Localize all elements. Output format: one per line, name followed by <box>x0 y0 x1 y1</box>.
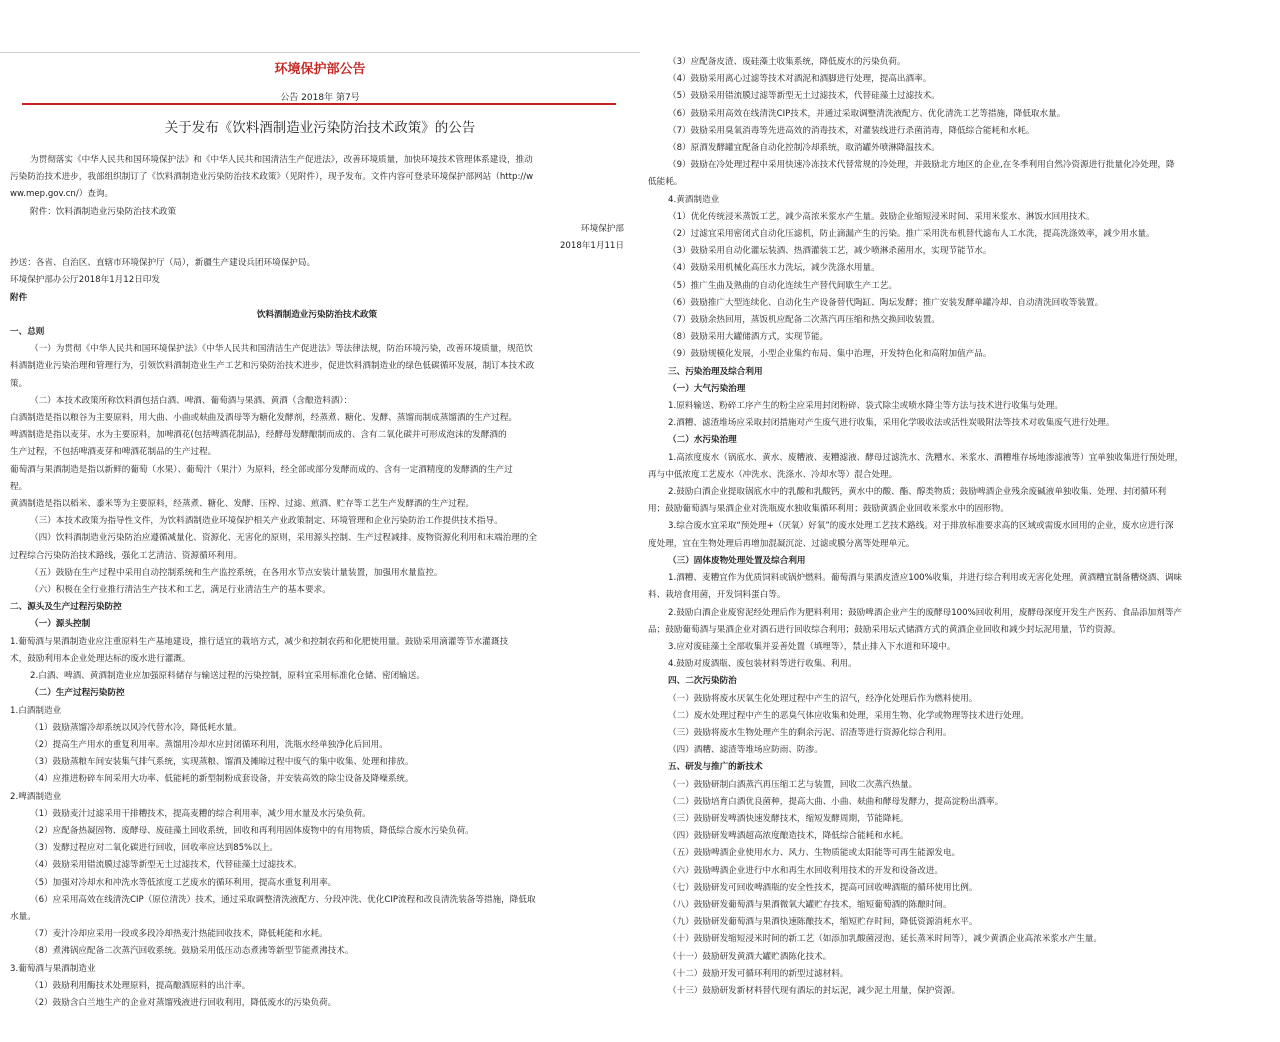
text-line: 程。 <box>10 481 28 492</box>
text-line: （一）鼓励研制白酒蒸汽再压缩工艺与装置，回收二次蒸汽热量。 <box>668 779 918 790</box>
text-line: 黄酒制造是指以稻米、黍米等为主要原料，经蒸煮、糖化、发酵、压榨、过滤、煎酒、贮存等工艺生产发酵酒的生产过程。 <box>10 499 475 510</box>
text-line: 2.鼓励白酒企业废窖泥经处理后作为肥料利用；鼓励啤酒企业产生的废酵母100%回收利用，废酵母深度开发生产医药、食品添加剂等产 <box>668 607 1183 618</box>
text-line: 附件：饮料酒制造业污染防治技术政策 <box>30 206 177 217</box>
text-line: （十一）鼓励研发黄酒大罐贮酒陈化技术。 <box>668 951 832 962</box>
right-column-body <box>648 54 1270 1000</box>
text-line: 再与中低浓度工艺废水（冲洗水、洗涤水、冷却水等）混合处理。 <box>648 469 898 480</box>
text-line: （4）应推进粉碎车间采用大功率、低能耗的新型制粉成套设备，并安装高效的除尘设备及降噪系统。 <box>30 774 414 785</box>
text-line: 一、总则 <box>10 327 45 338</box>
text-line: 策。 <box>10 378 28 389</box>
text-line: （十二）鼓励开发可循环利用的新型过滤材料。 <box>668 968 849 979</box>
text-line: 料酒制造业污染治理和管理行为，引领饮料酒制造业生产工艺和污染防治技术进步，促进饮料酒制造业的绿色低碳循环发展，制订本技术政 <box>10 361 535 372</box>
text-line: （二）鼓励培育白酒优良菌种，提高大曲、小曲、麸曲和酵母发酵力，提高淀粉出酒率。 <box>668 796 1004 807</box>
text-line: 品；鼓励葡萄酒与果酒企业对酒石进行回收综合利用；鼓励采用坛式储酒方式的黄酒企业回收和减少封坛泥用量，节约资源。 <box>648 624 1121 635</box>
text-line: （3）应配备皮渣、废硅藻土收集系统，降低废水的污染负荷。 <box>668 57 906 67</box>
agency-heading: 环境保护部公告 <box>274 62 366 77</box>
left-column <box>10 152 624 1012</box>
text-line: （三）鼓励将废水生物处理产生的剩余污泥、沼渣等进行资源化综合利用。 <box>668 727 952 738</box>
text-line: （五）鼓励啤酒企业使用水力、风力、生物质能或太阳能等可再生能源发电。 <box>668 848 961 859</box>
text-line: 二、源头及生产过程污染防控 <box>10 602 122 613</box>
text-line: （六）鼓励啤酒企业进行中水和再生水回收利用技术的开发和设备改进。 <box>668 865 944 876</box>
text-line: （十三）鼓励研发新材料替代现有酒坛的封坛泥，减少泥土用量，保护资源。 <box>668 985 961 996</box>
text-line: （4）鼓励采用离心过滤等技术对酒泥和酒脚进行处理，提高出酒率。 <box>668 74 932 85</box>
text-line: （2）鼓励含白兰地生产的企业对蒸馏残液进行回收利用，降低废水的污染负荷。 <box>30 997 337 1008</box>
text-line: 三、污染治理及综合利用 <box>668 366 763 377</box>
text-line: （6）鼓励采用高效在线清洗CIP技术，并通过采取调整清洗液配方、优化清洗工艺等措施，降低取水量。 <box>668 108 1066 119</box>
text-line: 2.啤酒制造业 <box>10 791 62 802</box>
text-line: 附件 <box>10 292 28 303</box>
text-line: 1.白酒制造业 <box>10 705 62 716</box>
text-line: （4）鼓励采用错流膜过滤等新型无土过滤技术，代替硅藻土过滤技术。 <box>30 860 302 871</box>
text-line: 啤酒制造是指以麦芽、水为主要原料，加啤酒花(包括啤酒花制品)，经酵母发酵酿制而成的、含有二氧化碳并可形成泡沫的发酵酒的 <box>10 430 507 441</box>
text-line: 4.黄酒制造业 <box>668 194 720 205</box>
text-line: 4.鼓励对废酒瓶、废包装材料等进行收集、利用。 <box>668 659 857 670</box>
text-line: 度处理，宜在生物处理后再增加混凝沉淀、过滤或膜分离等处理单元。 <box>648 538 915 549</box>
text-line: 2.酒糟、滤渣堆场应采取封闭措施对产生废气进行收集，采用化学吸收法或活性炭吸附法等技术对收集废气进行处理。 <box>668 418 1115 429</box>
text-line: （一）为贯彻《中华人民共和国环境保护法》《中华人民共和国清洁生产促进法》等法律法规，防治环境污染，改善环境质量，规范饮 <box>30 344 533 355</box>
text-line: （6）应采用高效在线清洗CIP（原位清洗）技术，通过采取调整清洗液配方、分段冲洗、优化CIP流程和改良清洗装备等措施，降低取 <box>30 894 536 905</box>
text-line: 1.高浓度废水（锅底水、黄水、废糟液、麦糟滤液、酵母过滤洗水、洗糟水、米浆水、酒糟堆存场地渗滤液等）宜单独收集进行预处理， <box>668 452 1184 463</box>
text-line: 环境保护部办公厅2018年1月12日印发 <box>10 275 160 286</box>
text-line: （8）煮沸锅应配备二次蒸汽回收系统。鼓励采用低压动态煮沸等新型节能煮沸技术。 <box>30 946 354 957</box>
text-line: （7）鼓励余热回用，蒸饭机应配备二次蒸汽再压缩和热交换回收装置。 <box>668 315 940 326</box>
text-line: （二）水污染治理 <box>668 435 737 446</box>
text-line: 四、二次污染防治 <box>668 676 737 687</box>
text-line: （三）鼓励研发啤酒快速发酵技术，缩短发酵周期，节能降耗。 <box>668 813 909 824</box>
text-line: （1）鼓励蒸馏冷却系统以风冷代替水冷，降低耗水量。 <box>30 722 242 733</box>
text-line: 3.葡萄酒与果酒制造业 <box>10 963 96 974</box>
text-line: （3）鼓励采用自动化灌坛装酒、热酒灌装工艺，减少喷淋杀菌用水，实现节能节水。 <box>668 246 992 257</box>
text-line: ww.mep.gov.cn/）查询。 <box>10 189 114 200</box>
text-line: 用；鼓励葡萄酒与果酒企业对洗瓶废水独收集循环利用；鼓励黄酒企业回收米浆水中的固形物。 <box>648 504 1009 515</box>
text-line: （五）鼓励在生产过程中采用自动控制系统和生产监控系统，在各用水节点安装计量装置，加强用水量监控。 <box>30 567 443 578</box>
text-line: （二）本技术政策所称饮料酒包括白酒、啤酒、葡萄酒与果酒、黄酒（含酿造料酒）： <box>30 395 353 406</box>
text-line: （一）源头控制 <box>30 619 91 630</box>
text-line: 生产过程，不包括啤酒麦芽和啤酒花制品的生产过程。 <box>10 447 217 458</box>
text-line: （8）原酒发酵罐宜配备自动化控制冷却系统，取消罐外喷淋降温技术。 <box>668 143 940 154</box>
text-line: （4）鼓励采用机械化高压水力洗坛，减少洗涤水用量。 <box>668 263 880 274</box>
text-line: （6）鼓励推广大型连续化、自动化生产设备替代陶缸、陶坛发酵；推广安装发酵单罐冷却、自动清洗回收等装置。 <box>668 297 1104 308</box>
text-line: （一）鼓励将废水厌氧生化处理过程中产生的沼气，经净化处理后作为燃料使用。 <box>668 693 978 704</box>
text-line: （九）鼓励研发葡萄酒与果酒快速陈酿技术，缩短贮存时间，降低资源消耗水平。 <box>668 917 978 928</box>
text-line: （二）废水处理过程中产生的恶臭气体应收集和处理，采用生物、化学或物理等技术进行处理。 <box>668 710 1029 721</box>
text-line: （9）鼓励规模化发展，小型企业集约布局、集中治理，开发特色化和高附加值产品。 <box>668 349 992 360</box>
text-line: （三）固体废物处理处置及综合利用 <box>668 555 806 566</box>
text-line: （二）生产过程污染防控 <box>30 688 125 699</box>
text-line: （5）加强对冷却水和冲洗水等低浓度工艺废水的循环利用，提高水重复利用率。 <box>30 877 337 888</box>
page-title: 关于发布《饮料酒制造业污染防治技术政策》的公告 <box>164 120 476 136</box>
text-line: 低能耗。 <box>648 177 683 188</box>
text-line: 1.葡萄酒与果酒制造业应注重原料生产基地建设，推行适宜的栽培方式，减少和控制农药和化肥使用量。鼓励采用滴灌等节水灌溉技 <box>10 636 509 647</box>
text-line: （1）鼓励利用酶技术处理原料，提高酿酒原料的出汁率。 <box>30 980 251 991</box>
text-line: 2018年1月11日 <box>559 241 624 252</box>
text-line: （六）积极在全行业推行清洁生产技术和工艺，满足行业清洁生产的基本要求。 <box>30 585 331 596</box>
text-line: （8）鼓励采用大罐储酒方式，实现节能。 <box>668 332 829 343</box>
text-line: 五、研发与推广的新技术 <box>668 762 763 773</box>
text-line: 料、栽培食用菌，开发饲料蛋白等。 <box>648 590 786 601</box>
text-line: （5）鼓励采用错流膜过滤等新型无土过滤技术，代替硅藻土过滤技术。 <box>668 91 940 102</box>
text-line: （一）大气污染治理 <box>668 383 746 394</box>
text-line: 污染防治技术进步，我部组织制订了《饮料酒制造业污染防治技术政策》（见附件），现予发布。文件内容可登录环境保护部网站（http://w <box>10 172 534 183</box>
text-line: 术，鼓励利用本企业处理达标的废水进行灌溉。 <box>10 653 191 664</box>
text-line: （七）鼓励研发可回收啤酒瓶的安全性技术，提高可回收啤酒瓶的循环使用比例。 <box>668 882 978 893</box>
text-line: 3.应对废硅藻土全部收集并妥善处置（填埋等），禁止排入下水道和环境中。 <box>668 641 956 652</box>
text-line: （9）鼓励在冷处理过程中采用快速冷冻技术代替常规的冷处理，并鼓励北方地区的企业,在冬季利用自然冷资源进行批量化冷处理，降 <box>668 160 1175 171</box>
text-line: （四）饮料酒制造业污染防治应遵循减量化、资源化、无害化的原则，采用源头控制、生产过程减排、废物资源化利用和末端治理的全 <box>30 533 538 544</box>
text-line: 葡萄酒与果酒制造是指以新鲜的葡萄（水果）、葡萄汁（果汁）为原料，经全部或部分发酵而成的、含有一定酒精度的发酵酒的生产过 <box>10 464 513 475</box>
text-line: 过程综合污染防治技术路线，强化工艺清洁、资源循环利用。 <box>10 550 243 561</box>
text-line: 3.综合废水宜采取“预处理+（厌氧）好氧”的废水处理工艺技术路线。对于排放标准要求高的区域或需废水回用的企业，废水应进行深 <box>668 521 1174 532</box>
text-line: 饮料酒制造业污染防治技术政策 <box>256 309 378 320</box>
page-top-divider <box>0 52 640 53</box>
text-line: （2）提高生产用水的重复利用率。蒸馏用冷却水应封闭循环利用，洗瓶水经单独净化后回用。 <box>30 739 388 750</box>
text-line: 环境保护部 <box>581 223 624 234</box>
text-line: 白酒制造是指以粮谷为主要原料，用大曲、小曲或麸曲及酒母等为糖化发酵剂，经蒸煮、糖化、发酵、蒸馏而制成蒸馏酒的生产过程。 <box>10 413 518 424</box>
text-line: （三）本技术政策为指导性文件，为饮料酒制造业环境保护相关产业政策制定、环境管理和企业污染防治工作提供技术指导。 <box>30 516 503 527</box>
notice-number: 公告 2018年 第7号 <box>280 93 360 103</box>
text-line: 1.原料输送、粉碎工序产生的粉尘应采用封闭粉碎、袋式除尘或喷水降尘等方法与技术进行收集与处理。 <box>668 401 1063 412</box>
text-line: （四）酒糟、滤渣等堆场应防雨、防渗。 <box>668 745 823 756</box>
text-line: （1）优化传统浸米蒸饭工艺，减少高浓米浆水产生量。鼓励企业缩短浸米时间、采用米浆水、淋饭水回用技术。 <box>668 211 1095 222</box>
text-line: （2）应配备热凝固物、废酵母、废硅藻土回收系统，回收和再利用固体废物中的有用物质，降低综合废水污染负荷。 <box>30 825 474 836</box>
text-line: 为贯彻落实《中华人民共和国环境保护法》和《中华人民共和国清洁生产促进法》，改善环境质量，加快环境技术管理体系建设，推动 <box>30 155 533 165</box>
text-line: （1）鼓励麦汁过滤采用干排糟技术，提高麦糟的综合利用率，减少用水量及水污染负荷。 <box>30 808 371 819</box>
text-line: 2.白酒、啤酒、黄酒制造业应加强原料储存与输送过程的污染控制，原料宜采用标准化仓储、密闭输送。 <box>30 671 425 682</box>
text-line: 水量。 <box>10 911 36 922</box>
text-line: （八）鼓励研发葡萄酒与果酒微氧大罐贮存技术，缩短葡萄酒的陈酿时间。 <box>668 899 952 910</box>
text-line: （2）过滤宜采用密闭式自动化压滤机，防止滴漏产生的污染。推广采用洗布机替代滤布人工水洗，提高洗涤效率，减少用水量。 <box>668 229 1155 240</box>
text-line: （四）鼓励研发啤酒超高浓度酿造技术，降低综合能耗和水耗。 <box>668 831 909 842</box>
text-line: 1.酒糟、麦糟宜作为优质饲料或锅炉燃料。葡萄酒与果酒皮渣应100%收集，并进行综合利用或无害化处理。黄酒糟宜制备糟烧酒、调味 <box>668 573 1183 584</box>
text-line: （3）发酵过程应对二氧化碳进行回收，回收率应达到85%以上。 <box>30 843 279 854</box>
red-divider <box>22 103 616 105</box>
text-line: （十）鼓励研发缩短浸米时间的新工艺（如添加乳酸菌浸泡、延长蒸米时间等），减少黄酒企业高浓米浆水产生量。 <box>668 934 1102 945</box>
text-line: （3）鼓励蒸粮车间安装集气排气系统，实现蒸粮、馏酒及摊晾过程中废气的集中收集、处理和排放。 <box>30 757 414 768</box>
text-line: （5）推广生曲及熟曲的自动化连续生产替代间歇生产工艺。 <box>668 280 897 291</box>
text-line: 2.鼓励白酒企业提取锅底水中的乳酸和乳酸钙，黄水中的酸、酯、醇类物质；鼓励啤酒企业残余废碱液单独收集、处理、封闭循环利 <box>668 487 1167 498</box>
text-line: 抄送：各省、自治区、直辖市环境保护厅（局），新疆生产建设兵团环境保护局。 <box>10 258 316 269</box>
text-line: （7）鼓励采用臭氧消毒等先进高效的消毒技术，对灌装线进行杀菌消毒，降低综合能耗和水耗。 <box>668 125 1035 136</box>
text-line: （7）麦汁冷却应采用一段或多段冷却热麦汁热能回收技术，降低耗能和水耗。 <box>30 929 328 940</box>
